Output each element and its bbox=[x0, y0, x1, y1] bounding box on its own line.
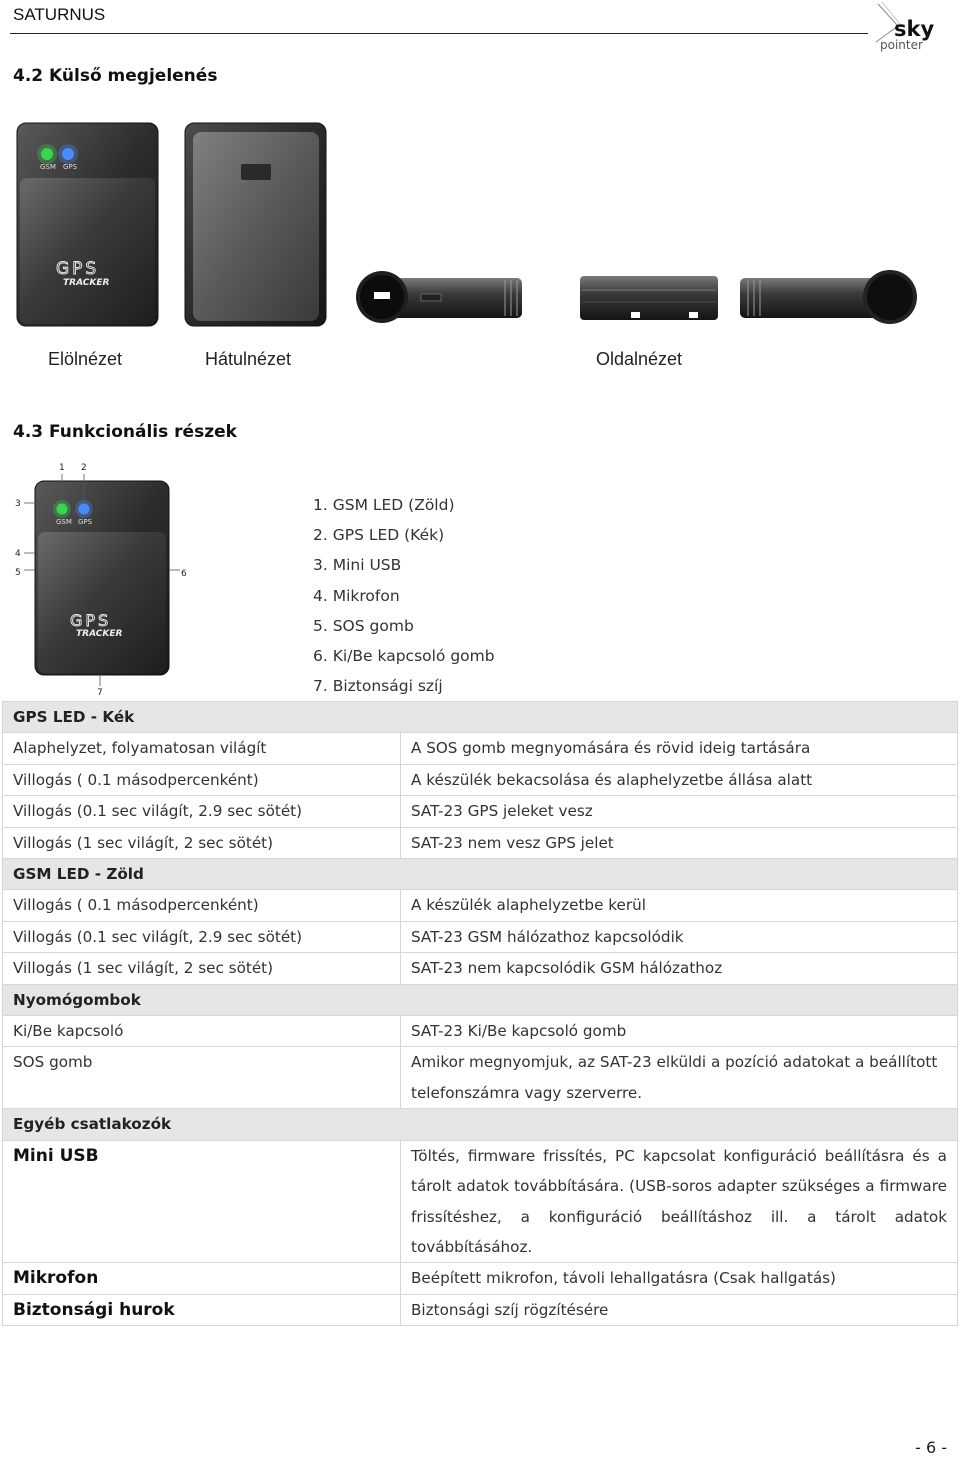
table-cell: Ki/Be kapcsoló bbox=[3, 1016, 401, 1047]
device-side-right-image bbox=[738, 266, 922, 328]
gsm-led-header: GSM LED - Zöld bbox=[3, 859, 958, 890]
table-cell: Villogás (0.1 sec világít, 2.9 sec sötét) bbox=[3, 796, 401, 827]
diagram-gsm-label: GSM bbox=[56, 518, 72, 526]
list-item: 3. Mini USB bbox=[313, 556, 402, 575]
callout-7: 7 bbox=[97, 688, 103, 698]
header-rule bbox=[10, 33, 868, 34]
table-cell: Villogás ( 0.1 másodpercenként) bbox=[3, 890, 401, 921]
list-item: 7. Biztonsági szíj bbox=[313, 677, 443, 696]
device-back-image bbox=[184, 122, 328, 328]
brand-gps-text: GPS bbox=[56, 259, 100, 279]
table-section-header bbox=[3, 1109, 958, 1140]
diagram-brand-tracker: TRACKER bbox=[76, 629, 123, 639]
device-side-mid-image bbox=[578, 268, 720, 326]
table-row bbox=[3, 1140, 958, 1263]
table-cell: A készülék bekacsolása és alaphelyzetbe állása alatt bbox=[401, 764, 958, 795]
gps-label: GPS bbox=[63, 163, 78, 171]
table-row bbox=[3, 953, 958, 984]
table-row bbox=[3, 1294, 958, 1325]
brand-tracker-text: TRACKER bbox=[63, 278, 110, 288]
table-section-header bbox=[3, 859, 958, 890]
table-row bbox=[3, 1263, 958, 1294]
list-item: 6. Ki/Be kapcsoló gomb bbox=[313, 646, 495, 665]
table-cell: SAT-23 Ki/Be kapcsoló gomb bbox=[401, 1016, 958, 1047]
document-header-title: SATURNUS bbox=[13, 5, 106, 24]
table-row bbox=[3, 733, 958, 764]
callout-4: 4 bbox=[15, 549, 21, 559]
section-heading-appearance: 4.2 Külső megjelenés bbox=[13, 66, 218, 86]
table-row bbox=[3, 1047, 958, 1109]
table-row bbox=[3, 764, 958, 795]
table-cell: Amikor megnyomjuk, az SAT-23 elküldi a pozíció adatokat a beállított telefonszámra vagy szerverre. bbox=[401, 1047, 958, 1109]
function-table bbox=[2, 701, 958, 1326]
list-item: 1. GSM LED (Zöld) bbox=[313, 496, 455, 514]
device-side-left-image bbox=[355, 268, 527, 326]
section-heading-functional-parts: 4.3 Funkcionális részek bbox=[13, 422, 237, 442]
table-cell: Biztonsági szíj rögzítésére bbox=[401, 1294, 958, 1325]
page-number: - 6 - bbox=[915, 1438, 947, 1457]
table-cell: Mini USB bbox=[3, 1140, 401, 1263]
table-row bbox=[3, 890, 958, 921]
table-cell: SAT-23 nem vesz GPS jelet bbox=[401, 827, 958, 858]
table-cell: Biztonsági hurok bbox=[3, 1294, 401, 1325]
back-view-caption: Hátulnézet bbox=[205, 349, 292, 369]
callout-5: 5 bbox=[15, 568, 21, 578]
list-item: 5. SOS gomb bbox=[313, 616, 414, 635]
gps-led-header: GPS LED - Kék bbox=[3, 702, 958, 733]
table-cell: SAT-23 GSM hálózathoz kapcsolódik bbox=[401, 921, 958, 952]
table-row bbox=[3, 796, 958, 827]
table-cell: A SOS gomb megnyomására és rövid ideig tartására bbox=[401, 733, 958, 764]
callout-1: 1 bbox=[59, 463, 65, 473]
diagram-brand-gps: GPS bbox=[70, 611, 112, 630]
callout-6: 6 bbox=[181, 569, 187, 579]
functional-parts-list bbox=[313, 494, 495, 705]
logo-sub-text: pointer bbox=[880, 38, 923, 52]
table-cell: Villogás (1 sec világít, 2 sec sötét) bbox=[3, 827, 401, 858]
logo-main-text: sky bbox=[894, 17, 935, 41]
table-cell: Villogás (1 sec világít, 2 sec sötét) bbox=[3, 953, 401, 984]
table-cell: SAT-23 GPS jeleket vesz bbox=[401, 796, 958, 827]
callout-2: 2 bbox=[81, 463, 87, 473]
table-cell: A készülék alaphelyzetbe kerül bbox=[401, 890, 958, 921]
table-row bbox=[3, 1016, 958, 1047]
device-parts-diagram bbox=[10, 458, 210, 700]
table-row bbox=[3, 827, 958, 858]
diagram-gps-label: GPS bbox=[78, 518, 93, 526]
table-section-header bbox=[3, 984, 958, 1015]
table-section-header bbox=[3, 702, 958, 733]
buttons-header: Nyomógombok bbox=[3, 984, 958, 1015]
front-view-caption: Elölnézet bbox=[48, 349, 123, 369]
list-item: 4. Mikrofon bbox=[313, 586, 400, 605]
device-front-image bbox=[16, 122, 161, 328]
table-row bbox=[3, 921, 958, 952]
table-cell: Töltés, firmware frissítés, PC kapcsolat konfiguráció beállításra és a tárolt adatok továbbítására. (USB-soros adapter szükséges a firmware frissítéshez, a konfiguráció beállításhoz ill. a tárolt adatok továbbításához. bbox=[401, 1140, 958, 1263]
side-view-caption: Oldalnézet bbox=[596, 349, 683, 369]
table-cell: Mikrofon bbox=[3, 1263, 401, 1294]
table-cell: Alaphelyzet, folyamatosan világít bbox=[3, 733, 401, 764]
skypointer-logo bbox=[868, 0, 958, 54]
callout-3: 3 bbox=[15, 499, 21, 509]
table-cell: Villogás ( 0.1 másodpercenként) bbox=[3, 764, 401, 795]
table-cell: Villogás (0.1 sec világít, 2.9 sec sötét) bbox=[3, 921, 401, 952]
table-cell: SOS gomb bbox=[3, 1047, 401, 1109]
table-cell: Beépített mikrofon, távoli lehallgatásra (Csak hallgatás) bbox=[401, 1263, 958, 1294]
other-connectors-header: Egyéb csatlakozók bbox=[3, 1109, 958, 1140]
list-item: 2. GPS LED (Kék) bbox=[313, 526, 445, 545]
table-cell: SAT-23 nem kapcsolódik GSM hálózathoz bbox=[401, 953, 958, 984]
gsm-label: GSM bbox=[40, 163, 56, 171]
